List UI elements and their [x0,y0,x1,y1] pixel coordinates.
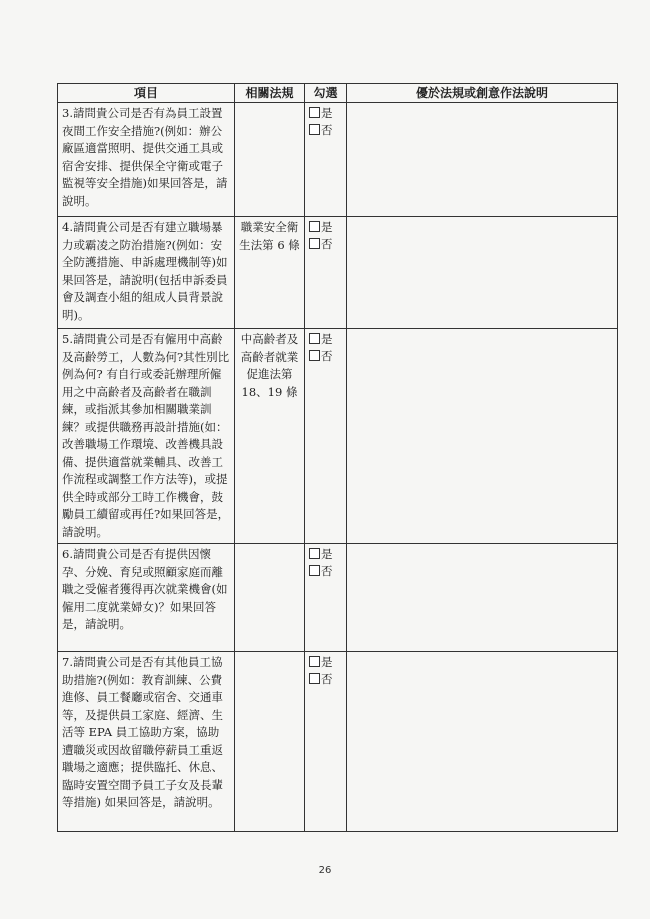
yes-option[interactable] [309,654,342,671]
header-item: 項目 [58,84,235,103]
no-checkbox[interactable] [309,124,320,135]
header-description: 優於法規或創意作法說明 [347,84,618,103]
yes-label: 是 [321,655,333,669]
yes-label: 是 [321,332,333,346]
check-cell [305,329,347,544]
no-checkbox[interactable] [309,238,320,249]
law-cell [235,544,305,652]
page-number: 26 [318,865,332,876]
table-row [58,544,618,652]
table-row [58,217,618,329]
check-cell [305,103,347,217]
table-row [58,103,618,217]
description-cell[interactable] [347,329,618,544]
no-label: 否 [321,564,333,578]
item-cell: 3.請問貴公司是否有為員工設置夜間工作安全措施?(例如：辦公廠區適當照明、提供交通工具或宿舍安排、提供保全守衛或電子監視等安全措施)如果回答是，請說明。 [58,103,235,217]
yes-checkbox[interactable] [309,548,320,559]
yes-checkbox[interactable] [309,221,320,232]
no-option[interactable] [309,671,342,688]
no-option[interactable] [309,236,342,253]
yes-option[interactable] [309,105,342,122]
item-cell: 7.請問貴公司是否有其他員工協助措施?(例如：教育訓練、公費進修、員工餐廳或宿舍、交通車等，及提供員工家庭、經濟、生活等 EPA 員工協助方案，協助遭職災或因故留職停薪員工重返職場之適應；提供臨托、休息、臨時安置空間予員工子女及長輩等措施) 如果回答是，請說明。 [58,652,235,832]
no-label: 否 [321,237,333,251]
check-cell [305,652,347,832]
no-checkbox[interactable] [309,350,320,361]
yes-option[interactable] [309,546,342,563]
no-label: 否 [321,672,333,686]
yes-checkbox[interactable] [309,333,320,344]
table-row [58,652,618,832]
item-cell: 6.請問貴公司是否有提供因懷孕、分娩、育兒或照顧家庭而離職之受僱者獲得再次就業機會(如僱用二度就業婦女)？如果回答是，請說明。 [58,544,235,652]
yes-label: 是 [321,220,333,234]
table-header-row [58,84,618,103]
law-cell [235,652,305,832]
description-cell[interactable] [347,103,618,217]
description-cell[interactable] [347,544,618,652]
no-label: 否 [321,349,333,363]
header-check: 勾選 [305,84,347,103]
yes-option[interactable] [309,219,342,236]
no-option[interactable] [309,563,342,580]
yes-label: 是 [321,547,333,561]
yes-checkbox[interactable] [309,656,320,667]
item-cell: 5.請問貴公司是否有僱用中高齡及高齡勞工，人數為何?其性別比例為何? 有自行或委託辦理所僱用之中高齡者及高齡者在職訓練，或指派其參加相關職業訓練？或提供職務再設計措施(如：改善職場工作環境、改善機具設備、提供適當就業輔具、改善工作流程或調整工作方法等)，或提供全時或部分工時工作機會，鼓勵員工續留或再任?如果回答是，請說明。 [58,329,235,544]
table-row [58,329,618,544]
no-checkbox[interactable] [309,673,320,684]
no-option[interactable] [309,348,342,365]
yes-checkbox[interactable] [309,107,320,118]
law-cell [235,103,305,217]
no-label: 否 [321,123,333,137]
header-law: 相關法規 [235,84,305,103]
description-cell[interactable] [347,652,618,832]
description-cell[interactable] [347,217,618,329]
check-cell [305,217,347,329]
law-cell: 職業安全衛生法第 6 條 [235,217,305,329]
yes-label: 是 [321,106,333,120]
yes-option[interactable] [309,331,342,348]
check-cell [305,544,347,652]
survey-table [57,83,618,832]
item-cell: 4.請問貴公司是否有建立職場暴力或霸凌之防治措施?(例如：安全防護措施、申訴處理機制等)如果回答是，請說明(包括申訴委員會及調查小組的組成人員背景說明)。 [58,217,235,329]
no-checkbox[interactable] [309,565,320,576]
no-option[interactable] [309,122,342,139]
law-cell: 中高齡者及高齡者就業促進法第 18、19 條 [235,329,305,544]
